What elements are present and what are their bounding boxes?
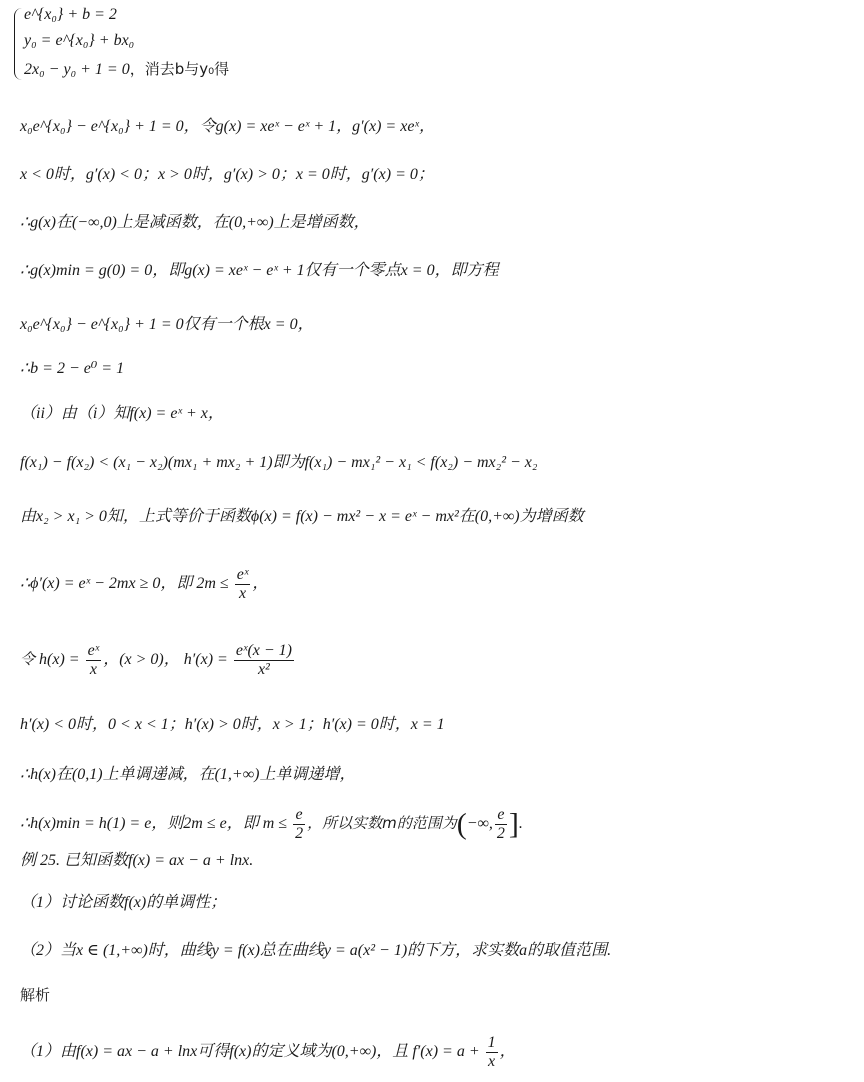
line-19-deriv: f′(x) = a + bbox=[412, 1043, 480, 1061]
system-eq-3-math: 2x₀ − y₀ + 1 = 0 bbox=[24, 61, 130, 78]
line-14-ineq: m ≤ bbox=[262, 815, 288, 833]
line-5: x₀e^{x₀} − e^{x₀} + 1 = 0仅有一个根x = 0， bbox=[20, 316, 314, 333]
line-11-let: 令 bbox=[20, 650, 36, 669]
fraction-e-over-2 bbox=[293, 806, 305, 843]
line-7: （ii）由（i）知f(x) = eˣ + x， bbox=[20, 405, 224, 422]
line-14-interval: −∞, bbox=[466, 815, 493, 833]
right-bracket: ] bbox=[508, 807, 519, 841]
fraction-hprime bbox=[234, 642, 294, 679]
fraction-e-over-2-interval bbox=[495, 806, 507, 843]
system-eq-1: e^{x₀} + b = 2 bbox=[24, 6, 117, 23]
line-4: ∴g(x)min = g(0) = 0，即g(x) = xeˣ − eˣ + 1仅有一个零点x = 0，即方程 bbox=[20, 262, 499, 279]
fraction-ex-over-x bbox=[235, 566, 251, 603]
fraction-numerator: e bbox=[293, 806, 305, 825]
line-10 bbox=[20, 566, 268, 603]
fraction-denominator: 2 bbox=[295, 825, 304, 842]
line-11-cond: ，(x > 0)， bbox=[103, 651, 180, 669]
example-25-title: 例 25. 已知函数f(x) = ax − a + lnx. bbox=[20, 852, 254, 869]
fraction-1-over-x bbox=[486, 1034, 498, 1071]
solution-heading: 解析 bbox=[20, 986, 51, 1004]
fraction-denominator: x² bbox=[257, 661, 270, 678]
line-14-lead: ∴h(x)min = h(1) = e，则2m ≤ e，即 bbox=[20, 815, 259, 833]
line-9: 由x₂ > x₁ > 0知，上式等价于函数ϕ(x) = f(x) − mx² − x = eˣ − mx²在(0,+∞)为增函数 bbox=[20, 508, 584, 525]
line-11 bbox=[20, 642, 296, 679]
left-paren: ( bbox=[456, 807, 467, 841]
line-12: h′(x) < 0时，0 < x < 1；h′(x) > 0时，x > 1；h′(x) = 0时，x = 1 bbox=[20, 716, 445, 733]
fraction-denominator: 2 bbox=[496, 825, 505, 842]
line-8: f(x₁) − f(x₂) < (x₁ − x₂)(mx₁ + mx₂ + 1)即为f(x₁) − mx₁² − x₁ < f(x₂) − mx₂² − x₂ bbox=[20, 454, 538, 471]
line-11-hprime: h′(x) = bbox=[183, 651, 228, 669]
line-19-tail: ， bbox=[499, 1043, 516, 1061]
fraction-numerator: eˣ(x − 1) bbox=[235, 642, 292, 659]
fraction-denominator: x bbox=[89, 661, 97, 678]
line-6: ∴b = 2 − e⁰ = 1 bbox=[20, 360, 125, 377]
fraction-h bbox=[86, 642, 102, 679]
fraction-numerator: e bbox=[495, 806, 507, 825]
fraction-numerator: eˣ bbox=[87, 642, 100, 659]
line-10-tail: ， bbox=[252, 575, 269, 593]
system-eq-2: y₀ = e^{x₀} + bx₀ bbox=[24, 32, 135, 49]
line-14: ∴h(x)min = h(1) = e，则2m ≤ e，即 m ≤ $\frac{e}{2}$ ，所以实数m的范围为(−∞, $\frac{e}{2}$ ]. bbox=[20, 806, 523, 842]
question-2: （2）当x ∈ (1,+∞)时，曲线y = f(x)总在曲线y = a(x² − 1)的下方，求实数a的取值范围. bbox=[20, 942, 612, 959]
system-eq-3-note: ，消去b与y₀得 bbox=[129, 60, 230, 78]
line-19 bbox=[20, 1034, 516, 1071]
line-19-lead: （1）由f(x) = ax − a + lnx可得f(x)的定义域为(0,+∞)，且 bbox=[20, 1043, 409, 1061]
question-1: （1）讨论函数f(x)的单调性； bbox=[20, 894, 227, 911]
line-14-range-note: ，所以实数m的范围为 bbox=[307, 814, 457, 833]
line-13: ∴h(x)在(0,1)上单调递减，在(1,+∞)上单调递增， bbox=[20, 766, 356, 783]
system-eq-3 bbox=[24, 58, 229, 79]
line-10-ineq: 2m ≤ bbox=[196, 575, 229, 593]
fraction-denominator: x bbox=[488, 1053, 496, 1070]
line-11-hdef: h(x) = bbox=[39, 651, 80, 669]
fraction-numerator: 1 bbox=[487, 1034, 496, 1051]
line-2: x < 0时，g′(x) < 0；x > 0时，g′(x) > 0；x = 0时，g′(x) = 0； bbox=[20, 166, 434, 183]
line-3: ∴g(x)在(−∞,0)上是减函数，在(0,+∞)上是增函数， bbox=[20, 214, 370, 231]
line-1: x₀e^{x₀} − e^{x₀} + 1 = 0，令g(x) = xeˣ − eˣ + 1，g′(x) = xeˣ， bbox=[20, 118, 435, 135]
line-10-lead: ∴ϕ′(x) = eˣ − 2mx ≥ 0，即 bbox=[20, 575, 193, 593]
fraction-numerator: eˣ bbox=[236, 566, 249, 583]
fraction-denominator: x bbox=[238, 585, 247, 602]
